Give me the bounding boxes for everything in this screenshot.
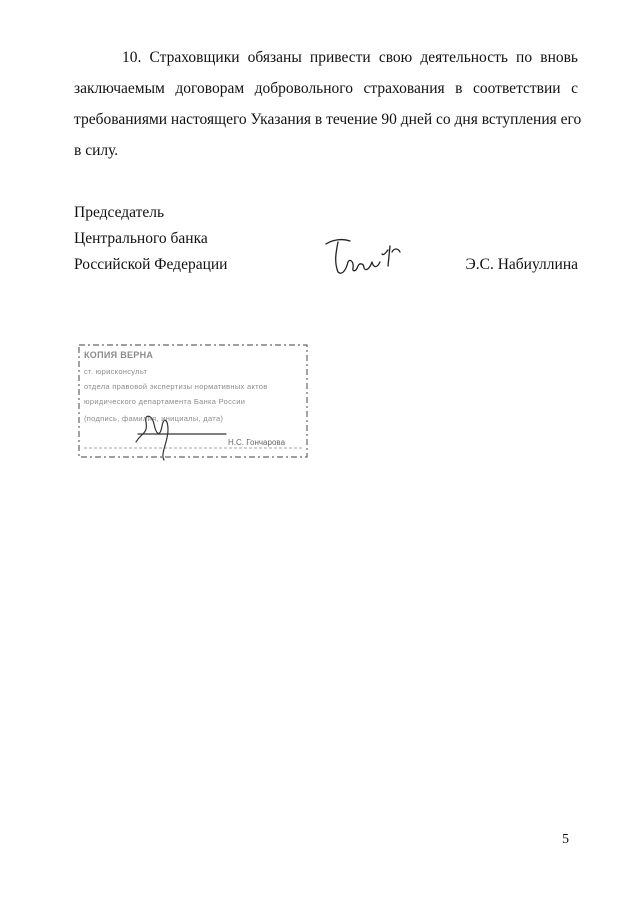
paragraph-line-1: 10. Страховщики обязаны привести свою деятельность по вновь [122,49,578,66]
stamp-line-5: (подпись, фамилия, инициалы, дата) [84,414,224,423]
stamp-line-4: юридического департамента Банка России [84,397,246,406]
paragraph-line-3: требованиями настоящего Указания в течение 90 дней со дня вступления его [74,111,582,128]
signatory-name: Э.С. Набиуллина [465,256,578,273]
paragraph-line-2: заключаемым договорам добровольного страхования в соответствии с [74,80,578,97]
signatory-title-line-2: Центрального банка [74,230,208,247]
signatory-title-line-1: Председатель [74,204,165,221]
stamp-line-1: КОПИЯ ВЕРНА [84,350,154,360]
stamp-line-2: ст. юрисконсульт [84,367,148,376]
page-number: 5 [562,832,569,847]
paragraph-line-4: в силу. [74,142,119,159]
handwritten-signature [320,232,410,282]
signatory-title-line-3: Российской Федерации [74,256,228,273]
stamp-line-3: отдела правовой экспертизы нормативных актов [84,382,268,391]
stamp-signer-name: Н.С. Гончарова [228,438,286,447]
clause-10-paragraph [74,42,582,166]
certification-stamp [76,342,310,462]
